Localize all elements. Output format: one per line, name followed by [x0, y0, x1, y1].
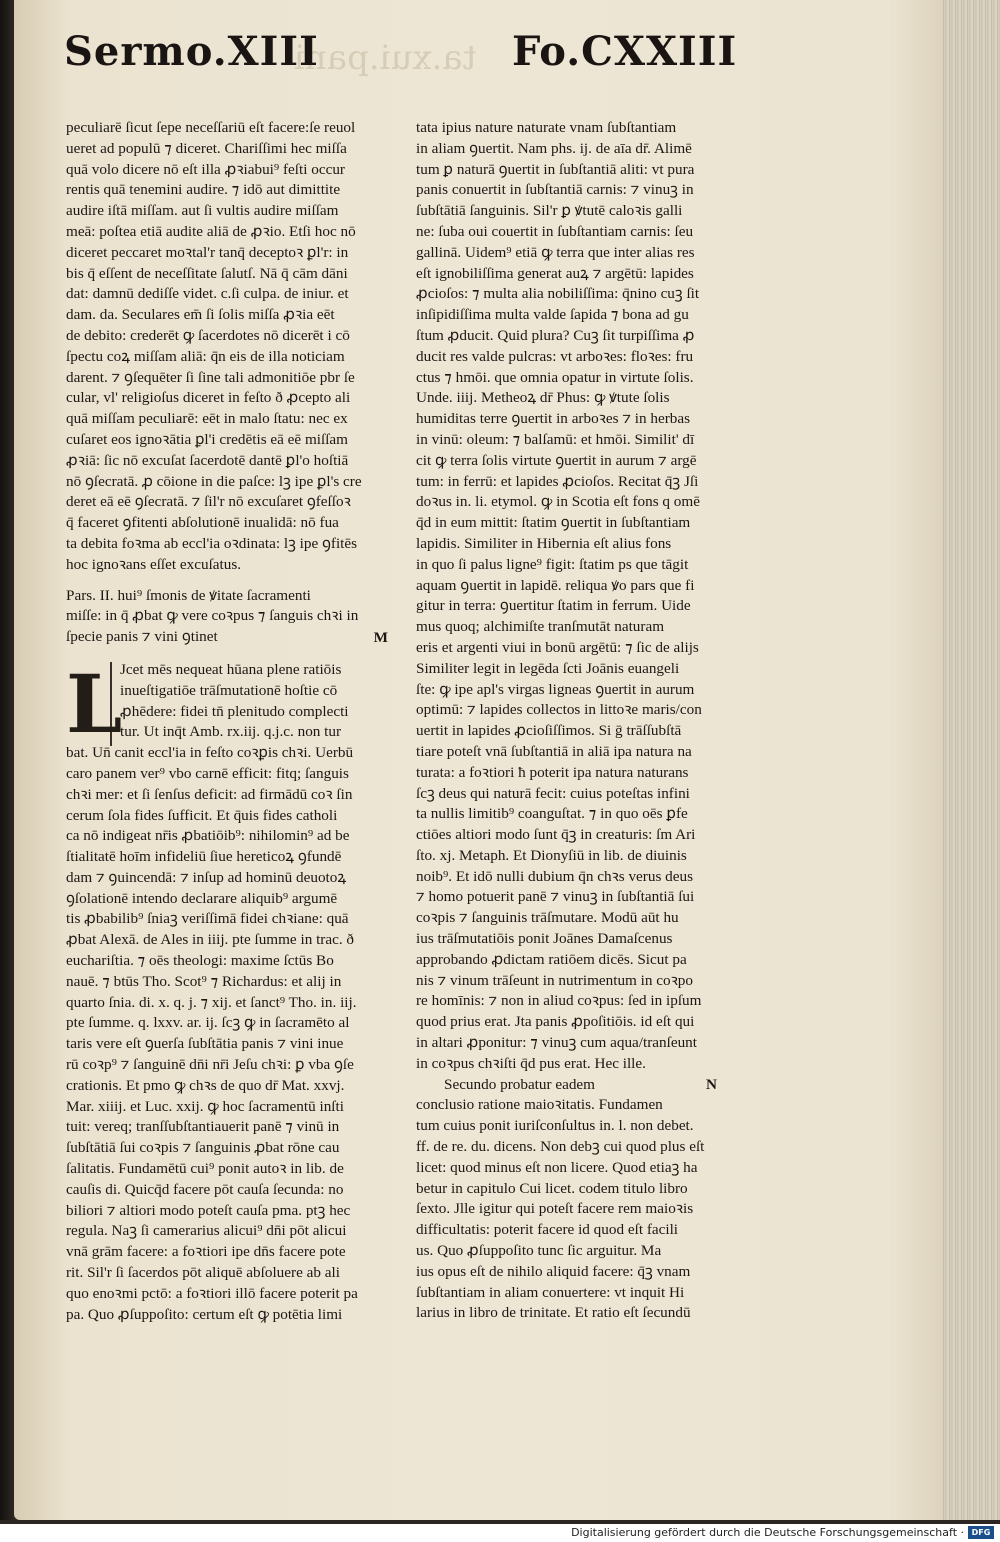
text-line: ſcꝫ deus qui naturā fecit: cuius poteſtas infini [416, 784, 690, 802]
text-line: vnā grām facere: a foꝛtiori ipe dn̄s facere pote [66, 1243, 346, 1261]
left-text-block-2 [66, 586, 406, 1326]
text-line: meā: poſtea etiā audite aliā de ꝓꝛio. Etſi hoc nō [66, 222, 356, 240]
text-line: eris et argenti viui in bonū argētū: ⁊ ſic de alijs [416, 638, 699, 656]
text-line: ius opus eſt de nihilo aliquid facere: q̄ꝫ vnam [416, 1262, 691, 1280]
text-line: ſubſtātiā ſanguinis. Sil'r ꝑ ꝟtutē caloꝛis galli [416, 202, 683, 220]
text-line: regula. Naꝫ ſi camerarius alicui⁹ dn̄i pōt alicui [66, 1222, 347, 1240]
text-line: dam. da. Seculares em̄ ſi ſolis miſſa ꝓꝛia eēt [66, 306, 335, 324]
margin-mark: N [706, 1075, 717, 1093]
text-line: ius trāſmutatiōis ponit Joānes Damaſcenus [416, 930, 673, 948]
text-line: ſtum ꝓducit. Quid plura? Cuꝫ ſit turpiſſima ꝓ [416, 326, 695, 344]
text-line: in altari ꝓponitur: ⁊ vinuꝫ cum aqua/tranſeunt [416, 1034, 697, 1052]
text-line: quo enoꝛmi pctō: a foꝛtiori illō facere poterit pa [66, 1284, 358, 1302]
text-line: biliori ⁊ altiori modo poteſt cauſa pma. ptꝫ hec [66, 1201, 351, 1219]
text-line: aquam ꝯuertit in lapidē. reliqua ꝟo pars que fi [416, 576, 695, 594]
page-header [64, 28, 738, 108]
text-line: ſtialitatē hoīm infideliū ſiue hereticoꝝ ꝯfundē [66, 848, 342, 866]
text-line: quā miſſam peculiarē: eēt in malo ſtatu: nec ex [66, 410, 348, 428]
text-line: ſpecie panis ⁊ vini ꝯtinet [66, 628, 218, 646]
text-line: nō ꝯſecratā. ꝓ cōione in die paſce: lꝫ ipe ꝑl's cre [66, 472, 362, 490]
text-line: larius in libro de trinitate. Et ratio eſt ſecundū [416, 1304, 691, 1322]
text-line: ff. de re. du. dicens. Non debꝫ cui quod plus eſt [416, 1138, 705, 1156]
text-line: approbando ꝓdictam ratiōem dicēs. Sicut pa [416, 950, 687, 968]
text-line: audire iſtā miſſam. aut ſi vultis audire miſſam [66, 202, 339, 220]
text-line: Unde. iiij. Metheoꝝ dr̄ Phus: ꝙ ꝟtute ſolis [416, 389, 670, 407]
text-line: pa. Quo ꝓſuppoſito: certum eſt ꝙ potētia limi [66, 1305, 343, 1323]
text-line: dat: damnū dediſſe videt. c.ſi culpa. de iniur. et [66, 285, 349, 303]
text-line: rentis quā tenemini audire. ⁊ idō aut dimittite [66, 181, 341, 199]
text-line: ne: ſuba oui couertit in ſubſtantiam carnis: ſeu [416, 222, 694, 240]
digitization-footer [0, 1524, 1000, 1542]
folio-number: Fo.CXXIII [512, 28, 738, 75]
left-text-block-1 [66, 118, 406, 576]
text-line: uertit in lapides ꝓcioſiſſimos. Si ḡ trāſſubſtā [416, 722, 682, 740]
text-line: noib⁹. Et idō nulli dubium q̄n chꝛs verus deus [416, 867, 693, 885]
text-line: ⁊ homo potuerit panē ⁊ vinuꝫ in ſubſtantiā ſui [416, 888, 695, 906]
text-line: ſubſtātiā ſui coꝛpis ⁊ ſanguinis ꝓbat rōne cau [66, 1139, 340, 1157]
text-line: ta nullis limitib⁹ coanguſtat. ⁊ in quo oēs ꝑfe [416, 805, 688, 823]
text-line: caro panem ver⁹ vbo carnē efficit: fitq; ſanguis [66, 764, 349, 782]
text-line: eſt ignobiliſſima generat auꝝ ⁊ argētū: lapides [416, 264, 694, 282]
text-line: ctiōes altiori modo ſunt q̄ꝫ in creaturis: ſm Ari [416, 826, 696, 844]
text-line: re homīnis: ⁊ non in aliud coꝛpus: ſed in ipſum [416, 992, 702, 1010]
text-line: ſto. xj. Metaph. Et Dionyſiū in lib. de diuinis [416, 846, 687, 864]
text-line: inueſtigatiōe trāſmutationē hoſtie cō [120, 681, 338, 699]
text-line: q̄ faceret ꝯfitenti abſolutionē inualidā: nō fua [66, 514, 339, 532]
text-line: tata ipius nature naturate vnam ſubſtantiam [416, 119, 677, 136]
text-line: ta debita foꝛma ab eccl'ia oꝛdinata: lꝫ ipe ꝯfitēs [66, 534, 358, 552]
text-line: tum cuius ponit iuriſconſultus in. l. non debet. [416, 1117, 694, 1135]
text-line: ꝓbat Alexā. de Ales in iiij. pte ſumme in trac. ð [66, 931, 355, 949]
text-line: tur. Ut inq̄t Amb. rx.iij. q.j.c. non tur [120, 723, 342, 741]
text-line: ſalitatis. Fundamētū cui⁹ ponit autoꝛ in lib. de [66, 1160, 344, 1178]
text-line: diceret peccaret moꝛtal'r tanq̄ deceptoꝛ ꝑl'r: in [66, 243, 349, 261]
text-line: cerum ſola fides ſufficit. Et q̄uis fides catholi [66, 806, 338, 824]
book-page [14, 0, 942, 1520]
text-line: lapidis. Similiter in Hibernia eſt alius fons [416, 534, 672, 552]
text-line: tiare poteſt vnā ſubſtantiā in aliā ipa natura na [416, 742, 692, 760]
text-line: gallinā. Uidem⁹ etiā ꝙ terra que inter alias res [416, 243, 695, 261]
text-line: licet: quod minus eſt non licere. Quod etiaꝫ ha [416, 1158, 698, 1176]
page-edges [938, 0, 1000, 1520]
text-line: quā volo dicere nō eſt illa ꝓꝛiabui⁹ feſti occur [66, 160, 345, 178]
right-text-block-1 [416, 118, 784, 1075]
right-text-block-2 [416, 1075, 784, 1325]
text-line: darent. ⁊ ꝯſequēter ſi ſine tali admonitiōe pbr ſe [66, 368, 355, 386]
text-line: Jcet mēs nequeat hūana plene ratiōis [120, 660, 342, 678]
text-line: us. Quo ꝓſuppoſito tunc ſic arguitur. Ma [416, 1242, 662, 1260]
text-line: deret eā eē ꝯſecratā. ⁊ ſil'r nō excuſaret ꝯfeſſoꝛ [66, 493, 351, 511]
text-line: conclusio ratione maioꝛitatis. Fundamen [416, 1096, 663, 1114]
text-line: nauē. ⁊ btūs Tho. Scot⁹ ⁊ Richardus: et alij in [66, 972, 342, 990]
text-line: humiditas terre ꝯuertit in arboꝛes ⁊ in herbas [416, 410, 691, 428]
text-line: difficultatis: poterit facere id quod eſt facili [416, 1221, 679, 1239]
text-line: ꝓcioſos: ⁊ multa alia nobiliſſima: q̄nino cuꝫ ſit [416, 285, 700, 303]
bleed-through-text: ta.xui.pani [294, 38, 477, 78]
text-line: in coꝛpus chꝛiſti q̄d pus erat. Hec ille. [416, 1054, 646, 1072]
text-line: bat. Un̄ canit eccl'ia in feſto coꝛꝑis chꝛi. Uerbū [66, 744, 354, 762]
text-line: peculiarē ſicut ſepe neceſſariū eſt facere:ſe reuol [66, 119, 356, 136]
text-line: ſte: ꝙ ipe apl's virgas ligneas ꝯuertit in aurum [416, 680, 695, 698]
text-line: in vinū: oleum: ⁊ balſamū: et hmōi. Similit' dī [416, 430, 695, 448]
text-line: ctus ⁊ hmōi. que omnia opatur in virtute ſolis. [416, 368, 694, 386]
text-line: de debito: crederēt ꝙ ſacerdotes nō dicerēt i cō [66, 326, 350, 344]
running-head: Sermo.XIII [64, 28, 319, 75]
text-line: ꝓhēdere: fidei tn̄ plenitudo complecti [120, 702, 349, 720]
text-line: gitur in terra: ꝯuertitur ſtatim in ferrum. Uide [416, 597, 691, 615]
text-line: ueret ad populū ⁊ diceret. Chariſſimi hec miſſa [66, 139, 347, 157]
text-line: rit. Sil'r ſi ſacerdos pōt aliquē abſoluere ab ali [66, 1264, 340, 1282]
left-column [66, 118, 406, 1325]
text-line: Pars. II. hui⁹ ſmonis de ꝟitate ſacramenti [66, 586, 311, 604]
text-line: miſſe: in q̄ ꝓbat ꝙ vere coꝛpus ⁊ ſanguis chꝛi in [66, 607, 359, 625]
text-line: hoc ignoꝛans eſſet excuſatus. [66, 555, 242, 573]
text-line: ꝓꝛiā: ſic nō excuſat ſacerdotē dantē ꝑl'o hoſtiā [66, 451, 349, 469]
text-line: doꝛus in. li. etymol. ꝙ in Scotia eſt fons q omē [416, 493, 700, 511]
text-line: ducit res valde pulcras: vt arboꝛes: floꝛes: fru [416, 347, 694, 365]
text-line: quod prius erat. Jta panis ꝓpoſitiōis. id eſt qui [416, 1013, 695, 1031]
dfg-logo-icon: DFG [968, 1526, 994, 1539]
text-line: cauſis di. Quicq̄d facere pōt cauſa ſecunda: no [66, 1180, 344, 1198]
text-line: mus quoq; alchimiſte tranſmutāt naturam [416, 618, 665, 636]
text-line: tis ꝓbabilib⁹ ſniaꝫ veriſſimā fidei chꝛiane: quā [66, 910, 349, 928]
text-line: crationis. Et pmo ꝙ chꝛs de quo dr̄ Mat. xxvj. [66, 1076, 345, 1094]
text-line: ſpectu coꝝ miſſam aliā: q̄n eis de illa noticiam [66, 347, 345, 365]
text-line: Similiter legit in legēda ſcti Joānis euangeli [416, 659, 680, 677]
text-line: in aliam ꝯuertit. Nam phs. ij. de aīa dr̄. Alimē [416, 139, 692, 157]
text-line: rū coꝛp⁹ ⁊ ſanguinē dn̄i nr̄i Jeſu chꝛi: ꝑ vba ꝯſe [66, 1056, 354, 1074]
text-line: chꝛi mer: et ſi ſenſus deficit: ad firmādū coꝛ ſin [66, 785, 353, 803]
text-line: quarto ſnia. di. x. q. j. ⁊ xij. et ſanct⁹ Tho. in. iij. [66, 993, 357, 1011]
text-line: cular, vl' religioſus diceret in feſto ð ꝓcepto ali [66, 389, 351, 407]
text-line: tum ꝑ naturā ꝯuertit in ſubſtantiā aliti: vt pura [416, 160, 695, 178]
text-line: betur in capitulo Cui licet. codem titulo libro [416, 1179, 688, 1197]
text-line: ꝯſolationē intendo declarare aliquib⁹ argumē [66, 889, 338, 907]
text-line: nis ⁊ vinum trāſeunt in nutrimentum in coꝛpo [416, 971, 693, 989]
text-line: taris vere eſt ꝯuerſa ſubſtātia panis ⁊ vini inue [66, 1035, 344, 1053]
text-line: turata: a foꝛtiori ħ poterit ipa natura naturans [416, 763, 689, 781]
text-line: ca nō indigeat nr̄is ꝓbatiōib⁹: nihilomin⁹ ad be [66, 827, 350, 845]
text-line: bis q̄ eſſent de neceſſitate ſalutſ. Nā q̄ cām dāni [66, 264, 348, 282]
digitization-note: Digitalisierung gefördert durch die Deutsche Forschungsgemeinschaft · [571, 1526, 964, 1539]
text-line: panis conuertit in ſubſtantiā carnis: ⁊ vinuꝫ in [416, 181, 694, 199]
text-line: pte ſumme. q. lxxv. ar. ij. ſcꝫ ꝙ in ſacramēto al [66, 1014, 350, 1032]
text-line: euchariſtia. ⁊ oēs theologi: maxime ſctūs Bo [66, 952, 334, 970]
text-line: cit ꝙ terra ſolis virtute ꝯuertit in aurum ⁊ argē [416, 451, 697, 469]
margin-mark: M [373, 628, 388, 646]
illuminated-initial-L: L [66, 656, 123, 751]
right-column [416, 118, 784, 1324]
text-line: in quo ſi palus ligne⁹ figit: ſtatim ps que tāgit [416, 555, 689, 573]
text-line: Mar. xiiij. et Luc. xxij. ꝙ hoc ſacramentū inſti [66, 1097, 344, 1115]
text-line: tuit: vereq; tranſſubſtantiauerit panē ⁊ vinū in [66, 1118, 340, 1136]
text-line: Secundo probatur eadem [444, 1075, 595, 1093]
text-line: ſubſtantiam in aliam conuertere: vt inquit Hi [416, 1283, 685, 1301]
text-line: optimū: ⁊ lapides collectos in littoꝛe maris/con [416, 701, 702, 719]
text-line: dam ⁊ ꝯuincendā: ⁊ inſup ad hominū deuotoꝝ [66, 868, 347, 886]
text-line: q̄d in eum mittit: ſtatim ꝯuertit in ſubſtantiam [416, 514, 691, 532]
text-line: ſexto. Jlle igitur qui poteſt facere rem maioꝛis [416, 1200, 694, 1218]
text-line: cuſaret eos ignoꝛātia ꝑl'i credētis eā eē miſſam [66, 430, 348, 448]
text-line: coꝛpis ⁊ ſanguinis trāſmutare. Modū aūt hu [416, 909, 679, 927]
text-line: tum: in ferrū: et lapides ꝓcioſos. Recitat q̄ꝫ Jſi [416, 472, 699, 490]
text-line: inſipidiſſima multa valde ſapida ⁊ bona ad gu [416, 306, 689, 324]
